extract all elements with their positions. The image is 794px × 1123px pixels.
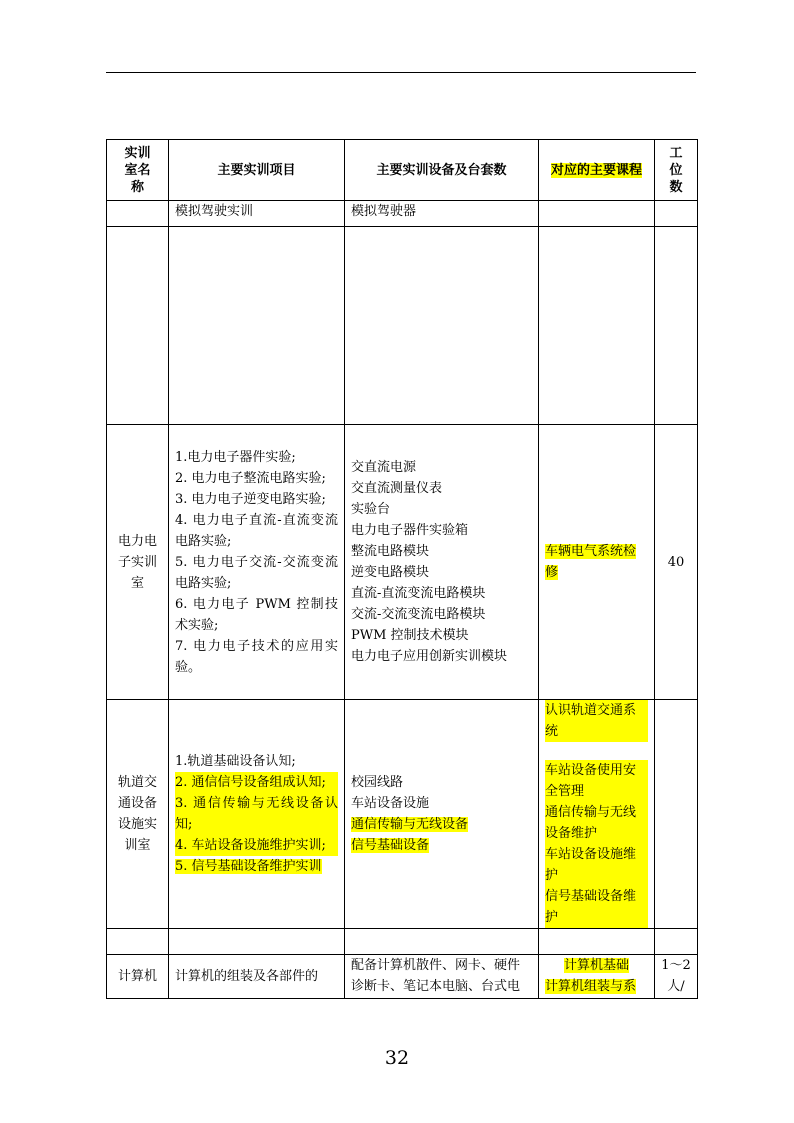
cell-course bbox=[539, 201, 655, 227]
cell-blank bbox=[107, 929, 169, 955]
cell-blank bbox=[345, 227, 539, 425]
cell-blank bbox=[539, 929, 655, 955]
project-item: 3. 通信传输与无线设备认知; bbox=[175, 793, 338, 835]
course-item: 计算机基础 bbox=[563, 958, 629, 973]
project-item: 2. 通信信号设备组成认知; bbox=[175, 772, 338, 793]
cell-course: 车辆电气系统检修 bbox=[539, 425, 655, 700]
cell-blank bbox=[539, 227, 655, 425]
cell-stations: 40 bbox=[655, 425, 698, 700]
table-header-row bbox=[107, 140, 698, 201]
project-item: 5. 信号基础设备维护实训 bbox=[175, 859, 322, 874]
header-stations: 工位数 bbox=[655, 140, 698, 201]
equipment-item: 车站设备设施 bbox=[351, 796, 430, 811]
project-item: 1.轨道基础设备认知; bbox=[175, 754, 296, 769]
cell-stations: 1～2人/ bbox=[655, 955, 698, 999]
project-item: 4. 电力电子直流-直流变流电路实验; bbox=[175, 512, 338, 549]
header-course: 对应的主要课程 bbox=[539, 140, 655, 201]
cell-stations bbox=[655, 201, 698, 227]
project-item: 5. 电力电子交流-交流变流电路实验; bbox=[175, 554, 338, 591]
course-item: 通信传输与无线设备维护 bbox=[545, 802, 648, 844]
cell-blank bbox=[107, 227, 169, 425]
page-number: 32 bbox=[384, 1047, 410, 1069]
cell-project: 计算机的组装及各部件的 bbox=[169, 955, 345, 999]
equipment-item: 实验台 bbox=[351, 502, 391, 517]
cell-courses bbox=[539, 700, 655, 929]
cell-room: 轨道交通设备设施实训室 bbox=[107, 700, 169, 929]
project-item: 4. 车站设备设施维护实训; bbox=[175, 835, 338, 856]
header-project: 主要实训项目 bbox=[169, 140, 345, 201]
header-rule bbox=[106, 72, 696, 73]
equipment-item: 信号基础设备 bbox=[351, 838, 430, 853]
cell-project: 模拟驾驶实训 bbox=[169, 201, 345, 227]
header-equipment: 主要实训设备及台套数 bbox=[345, 140, 539, 201]
course-item: 车站设备使用安全管理 bbox=[545, 760, 648, 802]
cell-blank bbox=[169, 929, 345, 955]
equipment-item: 整流电路模块 bbox=[351, 544, 430, 559]
cell-equipment bbox=[345, 700, 539, 929]
cell-room bbox=[107, 201, 169, 227]
training-room-table bbox=[106, 139, 698, 999]
cell-projects bbox=[169, 425, 345, 700]
equipment-item: 交流-交流变流电路模块 bbox=[351, 607, 486, 622]
equipment-item: 直流-直流变流电路模块 bbox=[351, 586, 486, 601]
project-item: 1.电力电子器件实验; bbox=[175, 449, 296, 465]
table-row-empty bbox=[107, 929, 698, 955]
cell-room: 计算机 bbox=[107, 955, 169, 999]
cell-courses bbox=[539, 955, 655, 999]
project-item: 7. 电力电子技术的应用实验。 bbox=[175, 638, 338, 675]
table-row-computer bbox=[107, 955, 698, 999]
cell-blank bbox=[169, 227, 345, 425]
cell-equipment: 模拟驾驶器 bbox=[345, 201, 539, 227]
cell-room: 电力电子实训室 bbox=[107, 425, 169, 700]
table-row-blank bbox=[107, 227, 698, 425]
equipment-item: PWM 控制技术模块 bbox=[351, 628, 469, 643]
equipment-item: 逆变电路模块 bbox=[351, 565, 430, 580]
equipment-item: 交直流电源 bbox=[351, 460, 417, 475]
cell-equipment bbox=[345, 425, 539, 700]
equipment-item: 交直流测量仪表 bbox=[351, 481, 443, 496]
course-item: 认识轨道交通系统 bbox=[545, 700, 648, 742]
cell-equipment: 配备计算机散件、网卡、硬件诊断卡、笔记本电脑、台式电 bbox=[345, 955, 539, 999]
project-item: 3. 电力电子逆变电路实验; bbox=[175, 491, 326, 507]
equipment-item: 通信传输与无线设备 bbox=[351, 817, 469, 832]
header-room: 实训室名称 bbox=[107, 140, 169, 201]
equipment-item: 电力电子应用创新实训模块 bbox=[351, 649, 508, 664]
cell-projects bbox=[169, 700, 345, 929]
table-row-rail bbox=[107, 700, 698, 929]
project-item: 2. 电力电子整流电路实验; bbox=[175, 470, 326, 486]
table-row-sim bbox=[107, 201, 698, 227]
cell-blank bbox=[345, 929, 539, 955]
equipment-item: 电力电子器件实验箱 bbox=[351, 523, 469, 538]
project-item: 6. 电力电子 PWM 控制技术实验; bbox=[175, 596, 338, 633]
table-row-power bbox=[107, 425, 698, 700]
course-item: 车站设备设施维护 bbox=[545, 844, 648, 886]
course-item: 信号基础设备维护 bbox=[545, 886, 648, 928]
course-item: 计算机组装与系 bbox=[545, 979, 637, 994]
cell-blank bbox=[655, 227, 698, 425]
equipment-item: 校园线路 bbox=[351, 775, 404, 790]
cell-blank bbox=[655, 929, 698, 955]
cell-stations bbox=[655, 700, 698, 929]
